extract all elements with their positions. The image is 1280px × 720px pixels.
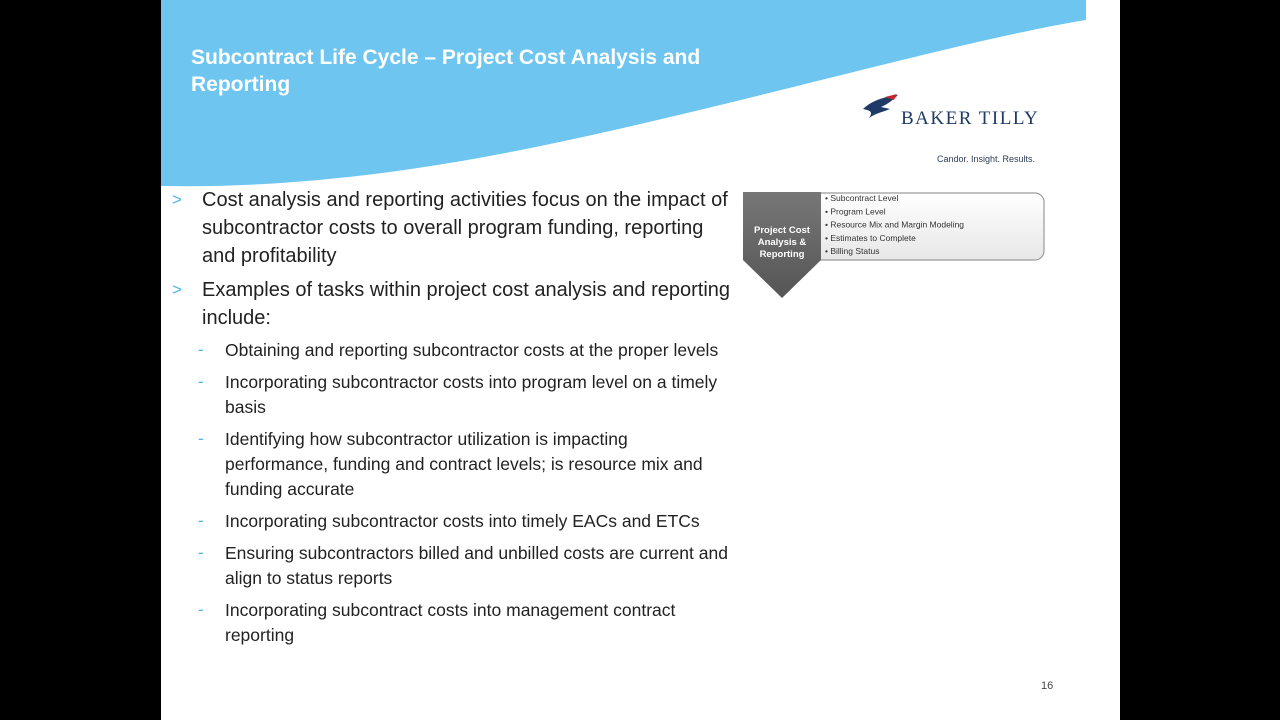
sub-bullet-text: Incorporating subcontractor costs into timely EACs and ETCs (225, 511, 700, 531)
sub-bullet-text: Obtaining and reporting subcontractor costs at the proper levels (225, 340, 719, 360)
baker-tilly-logo (861, 92, 1051, 136)
sub-bullet-item (169, 427, 734, 502)
bullet-text: Examples of tasks within project cost analysis and reporting include: (202, 279, 731, 329)
sub-bullet-text: Identifying how subcontractor utilization is impacting performance, funding and contract levels; is resource mix and funding accurate (225, 429, 703, 499)
dash-icon: - (198, 600, 204, 619)
diagram-item: • Estimates to Complete (825, 232, 916, 243)
dash-icon: - (198, 340, 204, 359)
chevron-label-line: Reporting (759, 249, 805, 260)
diagram-item: • Billing Status (825, 246, 880, 257)
dash-icon: - (198, 543, 204, 562)
page-number: 16 (1041, 680, 1054, 692)
diagram-item: • Subcontract Level (825, 193, 899, 203)
process-diagram (741, 190, 1051, 302)
chevron-right-icon: > (172, 280, 182, 299)
slide (161, 0, 1120, 720)
bullet-text: Cost analysis and reporting activities focus on the impact of subcontractor costs to overall program funding, reporting and profitability (202, 189, 728, 267)
slide-title: Subcontract Life Cycle – Project Cost Analysis and Reporting (191, 46, 701, 96)
sub-bullet-item (169, 509, 734, 534)
bullet-item (169, 186, 734, 270)
sub-bullet-item (169, 370, 734, 420)
sub-bullet-item (169, 338, 734, 363)
bullet-list (169, 186, 734, 655)
chevron-right-icon: > (172, 190, 182, 209)
sub-bullet-text: Incorporating subcontractor costs into program level on a timely basis (225, 372, 718, 417)
chevron-label-line: Analysis & (757, 237, 807, 248)
diagram-item: • Program Level (825, 206, 886, 217)
logo-wordmark: BAKER TILLY (901, 108, 1040, 129)
chevron-label (754, 225, 811, 260)
dash-icon: - (198, 429, 204, 448)
tagline: Candor. Insight. Results. (937, 154, 1036, 164)
chevron-label-line: Project Cost (754, 225, 810, 236)
sub-bullet-item (169, 598, 734, 648)
diagram-item: • Resource Mix and Margin Modeling (825, 219, 965, 230)
dash-icon: - (198, 511, 204, 530)
eagle-icon (861, 92, 901, 122)
sub-bullet-text: Incorporating subcontract costs into management contract reporting (225, 600, 676, 645)
sub-bullet-text: Ensuring subcontractors billed and unbilled costs are current and align to status reports (225, 543, 728, 588)
bullet-item (169, 276, 734, 332)
sub-bullet-item (169, 541, 734, 591)
dash-icon: - (198, 372, 204, 391)
